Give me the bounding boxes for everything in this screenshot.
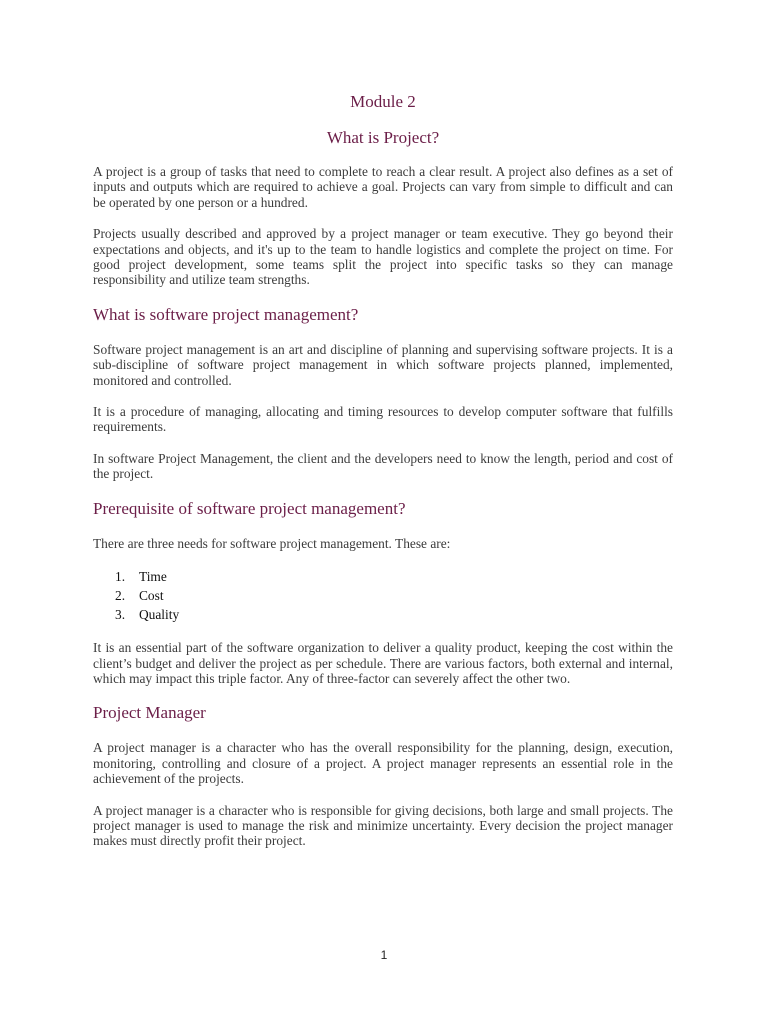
document-title: Module 2 (350, 92, 416, 111)
section-title-what-is-project: What is Project? (326, 128, 440, 147)
list-item: 2. Cost (115, 588, 164, 604)
prerequisite-list (93, 567, 673, 624)
heading-prerequisite: Prerequisite of software project management? (93, 498, 406, 518)
paragraph-spm-definition: Software project management is an art and discipline of planning and supervising software projects. It is a sub-discipline of software project management in which software projects planned, implemented, monitored and controlled. (93, 341, 673, 388)
paragraph-prereq-intro: There are three needs for software project management. These are: (93, 535, 451, 551)
paragraph-spm-procedure: It is a procedure of managing, allocating and timing resources to develop computer software that fulfills requirements. (93, 404, 673, 435)
paragraph-spm-client: In software Project Management, the client and the developers need to know the length, period and cost of the project. (93, 450, 673, 482)
document-page (93, 92, 673, 849)
page-number: 1 (380, 948, 388, 962)
paragraph-pm-responsibility: A project manager is a character who has the overall responsibility for the planning, design, execution, monitoring, controlling and closure of a project. A project manager represents an essential role in the achievement of the projects. (93, 740, 673, 787)
paragraph-project-definition: A project is a group of tasks that need to complete to reach a clear result. A project also defines as a set of inputs and outputs which are required to achieve a goal. Projects can vary from simple to difficult and can be operated by one person or a hundred. (93, 164, 673, 210)
paragraph-prereq-detail: It is an essential part of the software organization to deliver a quality product, keeping the cost within the client’s budget and deliver the project as per schedule. There are various factors, both external and internal, which may impact this triple factor. Any of three-factor can severely affect the other two. (93, 640, 673, 686)
paragraph-pm-decisions: A project manager is a character who is responsible for giving decisions, both large and small projects. The project manager is used to manage the risk and minimize uncertainty. Every decision the project manager makes must directly profit their project. (93, 802, 673, 849)
list-item: 1. Time (115, 569, 167, 585)
list-item: 3. Quality (115, 607, 180, 623)
heading-software-project-management: What is software project management? (93, 304, 359, 324)
heading-project-manager: Project Manager (93, 703, 206, 723)
paragraph-project-approval: Projects usually described and approved by a project manager or team executive. They go beyond their expectations and objects, and it's up to the team to handle logistics and complete the project on time. For good project development, some teams split the project into specific tasks so they can manage responsibility and utilize team strengths. (93, 226, 673, 288)
